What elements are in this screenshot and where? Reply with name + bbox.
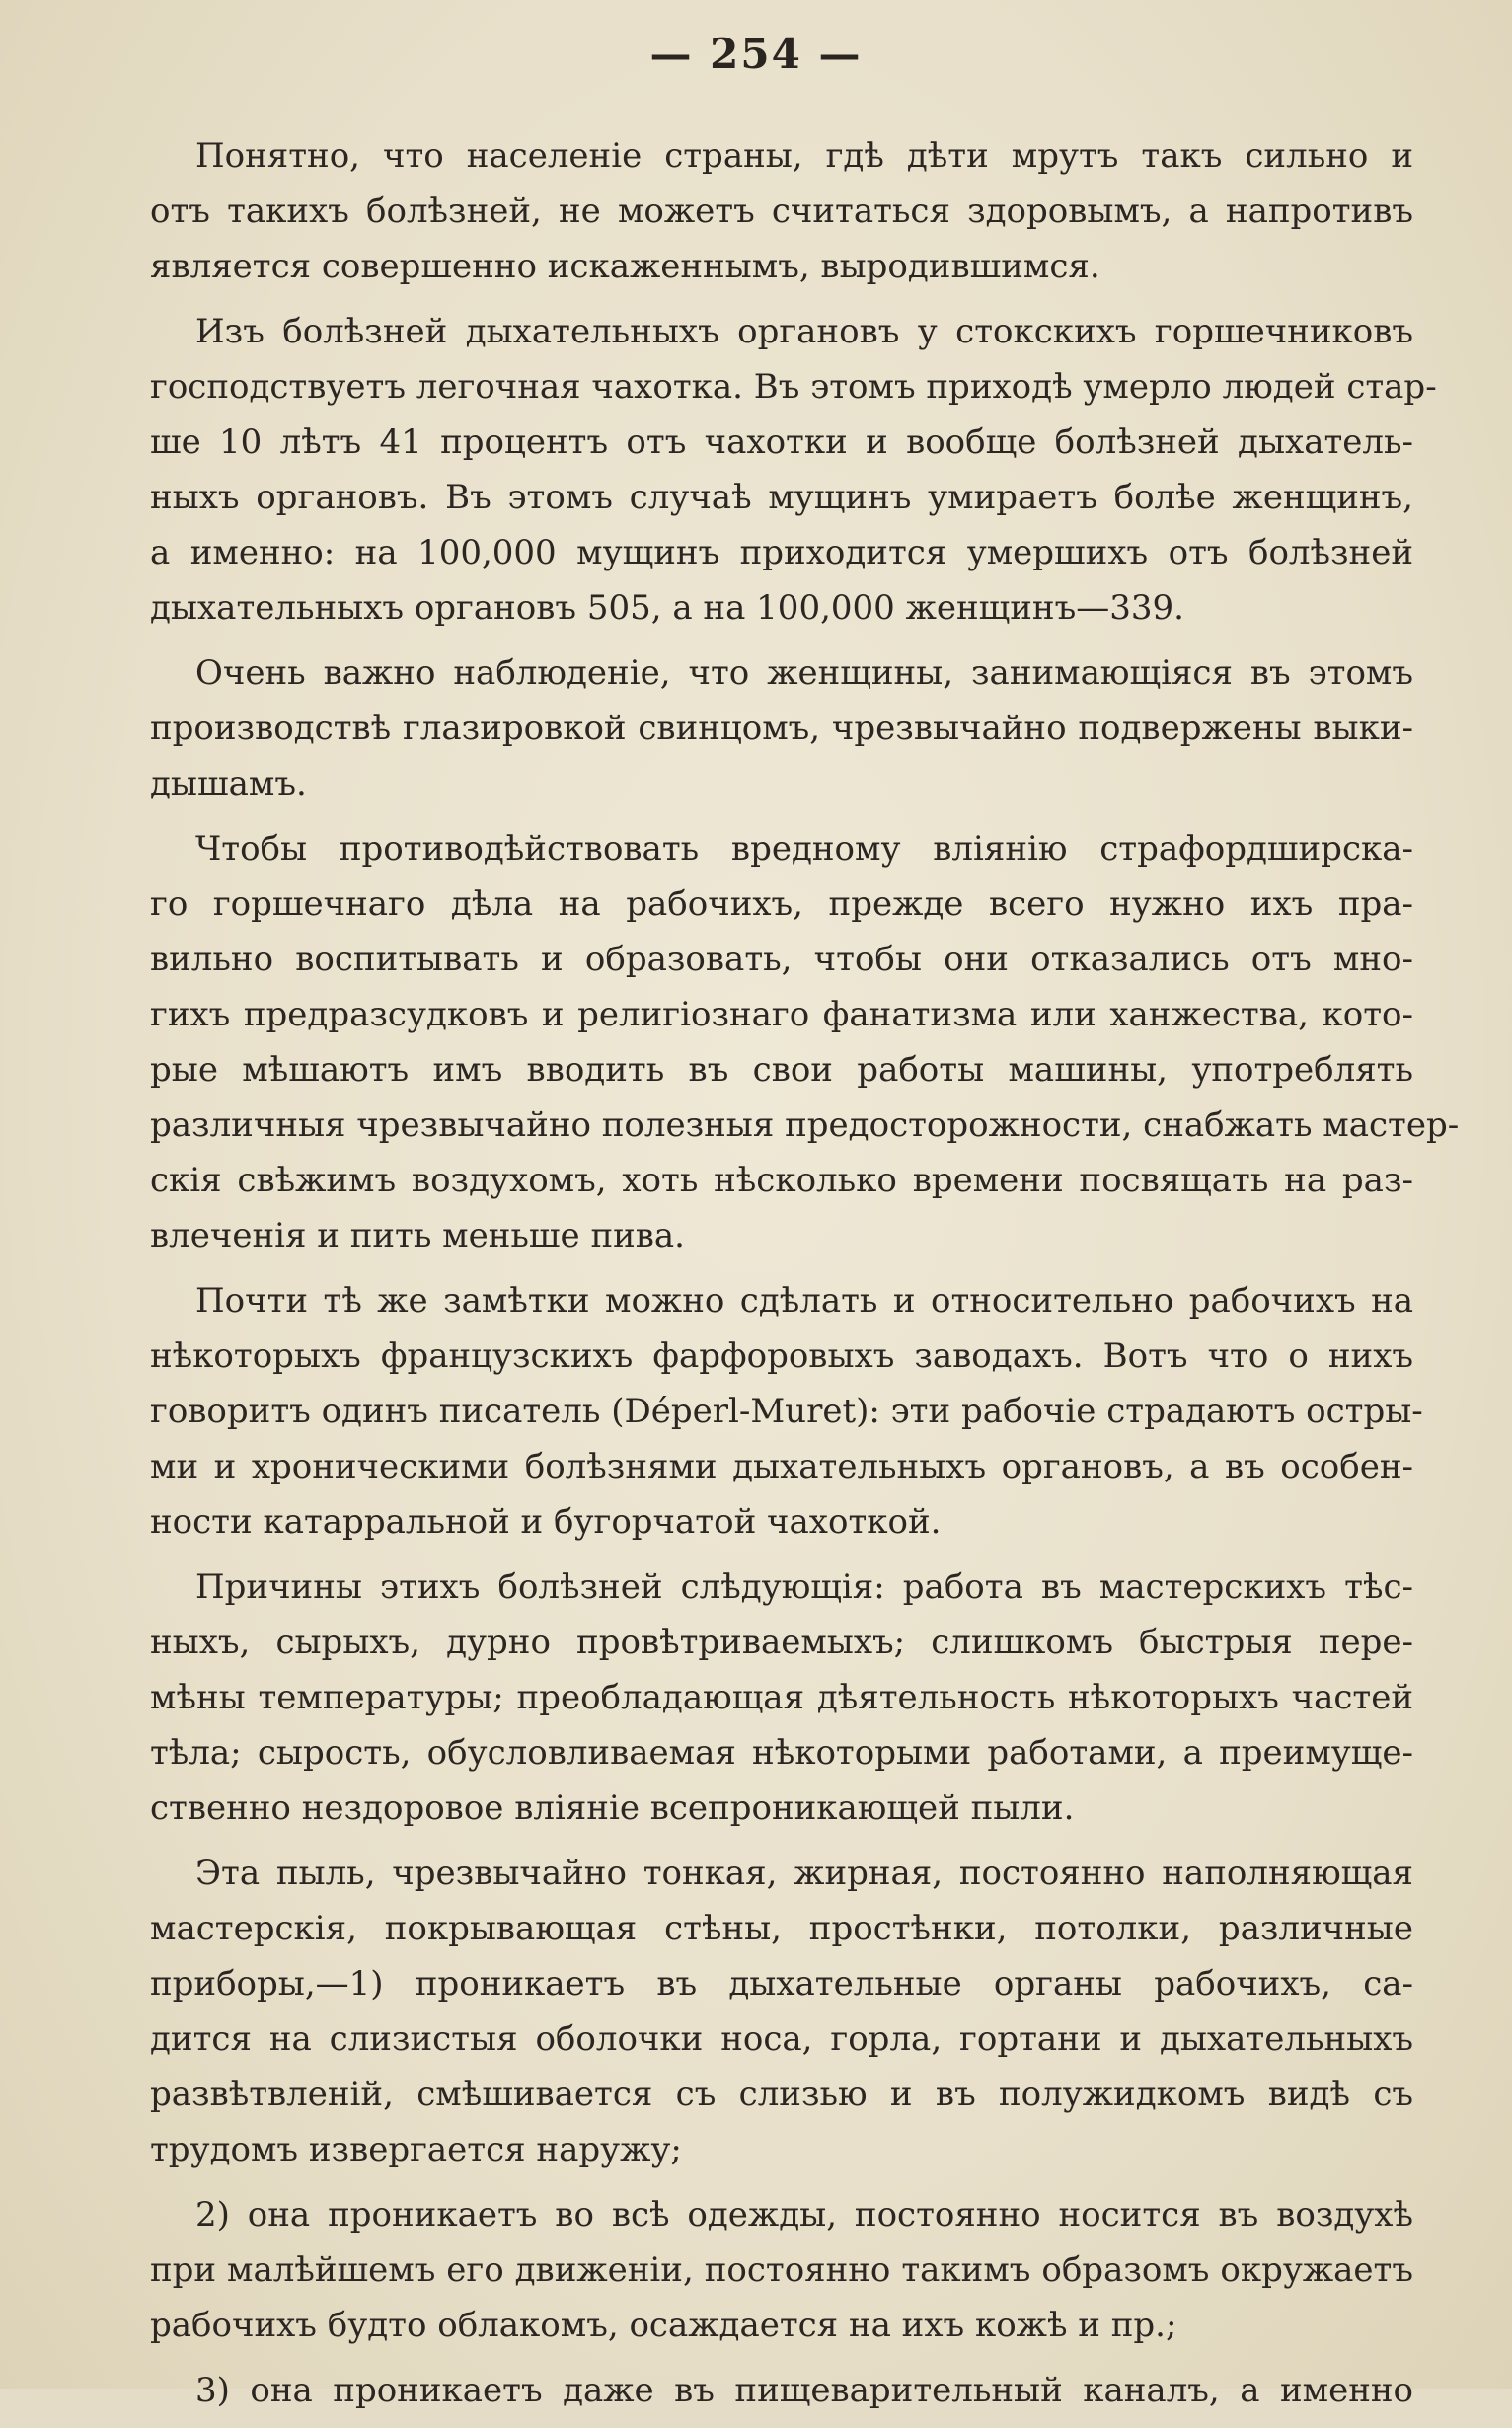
text-line: производствѣ глазировкой свинцомъ, чрезвычайно подвержены выки- [150,709,1413,748]
text-line: ныхъ органовъ. Въ этомъ случаѣ мущинъ умираетъ болѣе женщинъ, [150,478,1413,517]
page-number: — 254 — [649,30,863,78]
paragraph [150,128,1413,294]
text-line: развѣтвленій, смѣшивается съ слизью и въ полужидкомъ видѣ съ [150,2075,1413,2114]
text-line: нѣкоторыхъ французскихъ фарфоровыхъ заводахъ. Вотъ что о нихъ [150,1336,1413,1376]
text-line: влеченія и пить меньше пива. [150,1216,685,1255]
text-line: отъ такихъ болѣзней, не можетъ считаться здоровымъ, а напротивъ [150,191,1413,231]
paragraph [150,2187,1413,2353]
text-line: при малѣйшемъ его движеніи, постоянно такимъ образомъ окружаетъ [150,2250,1413,2290]
text-line: 2) она проникаетъ во всѣ одежды, постоянно носится въ воздухѣ [195,2195,1413,2235]
text-line: а именно: на 100,000 мущинъ приходится умершихъ отъ болѣзней [150,533,1413,572]
text-line: 3) она проникаетъ даже въ пищеварительный каналъ, а именно [195,2371,1413,2410]
text-line: мѣны температуры; преобладающая дѣятельность нѣкоторыхъ частей [150,1678,1413,1717]
paragraph [150,1559,1413,1836]
text-line: тѣла; сырость, обусловливаемая нѣкоторыми работами, а преимуще- [150,1733,1413,1773]
text-line: ми и хроническими болѣзнями дыхательныхъ органовъ, а въ особен- [150,1447,1413,1486]
paragraph [150,1846,1413,2177]
paragraph [150,821,1460,1263]
text-line: рые мѣшаютъ имъ вводить въ свои работы машины, употреблять [150,1050,1413,1090]
text-line: гихъ предразсудковъ и религіознаго фанатизма или ханжества, кото- [150,995,1413,1034]
paragraph [150,1273,1423,1550]
text-line: Очень важно наблюденіе, что женщины, занимающіяся въ этомъ [195,653,1413,693]
text-line: приборы,—1) проникаетъ въ дыхательные органы рабочихъ, са- [150,1964,1413,2004]
text-line: ственно нездоровое вліяніе всепроникающей пыли. [150,1788,1075,1828]
text-line: го горшечнаго дѣла на рабочихъ, прежде всего нужно ихъ пра- [150,884,1413,924]
text-line: дится на слизистыя оболочки носа, горла, гортани и дыхательныхъ [150,2019,1413,2059]
paragraph [150,304,1437,636]
text-line: Понятно, что населеніе страны, гдѣ дѣти мрутъ такъ сильно и [195,136,1413,176]
text-line: говоритъ одинъ писатель (Déperl-Muret): эти рабочіе страдаютъ остры- [150,1392,1423,1431]
paragraph [150,2363,1413,2418]
text-line: господствуетъ легочная чахотка. Въ этомъ приходѣ умерло людей стар- [150,367,1437,407]
text-line: является совершенно искаженнымъ, выродившимся. [150,247,1100,286]
text-line: ныхъ, сырыхъ, дурно провѣтриваемыхъ; слишкомъ быстрыя пере- [150,1623,1413,1662]
text-line: мастерскія, покрывающая стѣны, простѣнки, потолки, различные [150,1909,1413,1948]
text-line: Чтобы противодѣйствовать вредному вліянію страфордширска- [195,829,1413,869]
body-text [150,128,1460,2428]
paragraph [150,645,1413,811]
text-line: дыхательныхъ органовъ 505, а на 100,000 женщинъ—339. [150,588,1184,628]
text-line: различныя чрезвычайно полезныя предосторожности, снабжать мастер- [150,1105,1460,1145]
text-line: дышамъ. [150,764,307,803]
text-line: Почти тѣ же замѣтки можно сдѣлать и относительно рабочихъ на [195,1281,1413,1321]
text-line: Причины этихъ болѣзней слѣдующія: работа въ мастерскихъ тѣс- [195,1567,1413,1607]
text-line: Эта пыль, чрезвычайно тонкая, жирная, постоянно наполняющая [195,1854,1413,1893]
text-line: Изъ болѣзней дыхательныхъ органовъ у стокскихъ горшечниковъ [195,312,1413,351]
text-line: ше 10 лѣтъ 41 процентъ отъ чахотки и вообще болѣзней дыхатель- [150,422,1413,462]
text-line: вильно воспитывать и образовать, чтобы они отказались отъ мно- [150,940,1413,979]
text-line: рабочихъ будто облакомъ, осаждается на ихъ кожѣ и пр.; [150,2306,1177,2345]
text-line: ности катарральной и бугорчатой чахоткой. [150,1502,942,1542]
text-line: трудомъ извергается наружу; [150,2130,682,2169]
text-line: скія свѣжимъ воздухомъ, хоть нѣсколько времени посвящать на раз- [150,1161,1413,1200]
